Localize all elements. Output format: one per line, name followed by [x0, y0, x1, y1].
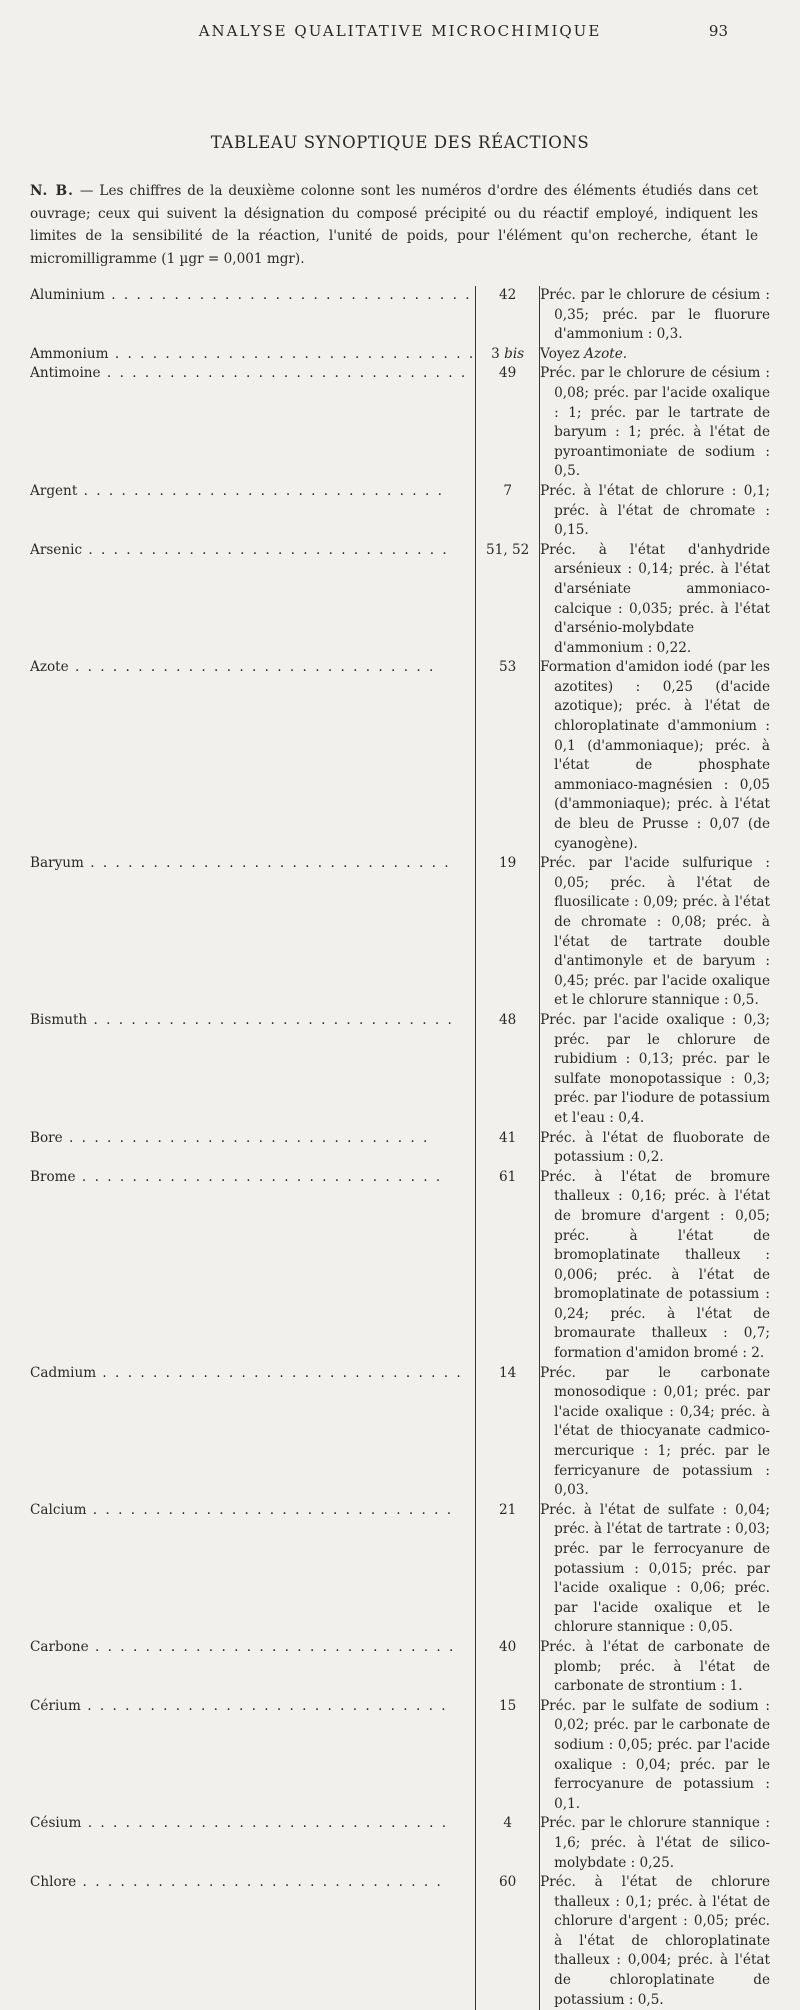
- note-text: — Les chiffres de la deuxième colonne sont les numéros d'ordre des éléments étudiés dans cet ouvrage; ceux qui suivent la désignation du composé précipité ou du réactif employé, indiquent les limites de la sensibilité de la réaction, l'unité de poids, pour l'élément qu'on recherche, étant le micromilligramme (1 µgr = 0,001 mgr).: [30, 183, 758, 267]
- element-name: Bore: [30, 1129, 63, 1146]
- leader-dots: [84, 855, 451, 871]
- reaction-cell: [540, 1501, 770, 1638]
- element-cell: [30, 345, 476, 365]
- element-cell: [30, 1814, 476, 1873]
- order-number: 51, 52: [476, 541, 540, 659]
- order-number: 21: [476, 1501, 540, 1638]
- cross-reference: Azote.: [584, 345, 628, 362]
- element-name: Cérium: [30, 1697, 81, 1714]
- reaction-cell: [540, 482, 770, 541]
- element-cell: [30, 1011, 476, 1129]
- element-name: Carbone: [30, 1638, 89, 1655]
- reaction-table-body: [30, 286, 770, 2010]
- element-name: Cadmium: [30, 1364, 97, 1381]
- order-number: 49: [476, 364, 540, 482]
- element-cell: [30, 482, 476, 541]
- table-row: [30, 1697, 770, 1815]
- reaction-cell: [540, 854, 770, 1011]
- running-header: [0, 22, 800, 50]
- order-number: 60: [476, 1873, 540, 2010]
- element-cell: [30, 1168, 476, 1364]
- order-number: 19: [476, 854, 540, 1011]
- element-cell: [30, 286, 476, 345]
- reaction-text: Préc. à l'état de sulfate : 0,04; préc. à l'état de tartrate : 0,03; préc. par le ferrocyanure de potassium : 0,015; préc. par l'acide oxalique : 0,06; préc. par l'acide oxalique et le chlorure stannique : 0,05.: [540, 1501, 770, 1636]
- order-number: 15: [476, 1697, 540, 1815]
- reaction-text: Préc. par le chlorure stannique : 1,6; préc. à l'état de silico-molybdate : 0,25.: [540, 1815, 770, 1871]
- reaction-cell: [540, 345, 770, 365]
- page-title: TABLEAU SYNOPTIQUE DES RÉACTIONS: [210, 133, 590, 152]
- reaction-text: Préc. par l'acide sulfurique : 0,05; préc. à l'état de fluosilicate : 0,09; préc. à l'état de chromate : 0,08; préc. à l'état de tartrate double d'antimonyle et de baryum : 0,45; préc. par l'acide oxalique et le chlorure stannique : 0,5.: [540, 855, 770, 1009]
- reaction-cell: [540, 1814, 770, 1873]
- reaction-text: Préc. par le chlorure de césium : 0,35; préc. par le fluorure d'ammonium : 0,3.: [540, 287, 770, 343]
- table-row: [30, 1364, 770, 1501]
- element-cell: [30, 1697, 476, 1815]
- reaction-text: Préc. par le sulfate de sodium : 0,02; préc. par le carbonate de sodium : 0,05; préc. par l'acide oxalique : 0,04; préc. par le ferrocyanure de potassium : 0,1.: [540, 1697, 770, 1812]
- note-paragraph: [30, 180, 758, 270]
- element-name: Arsenic: [30, 541, 83, 558]
- element-cell: [30, 1638, 476, 1697]
- element-name: Antimoine: [30, 365, 101, 382]
- element-name: Argent: [30, 482, 78, 499]
- running-title: ANALYSE QUALITATIVE MICROCHIMIQUE: [198, 22, 602, 40]
- leader-dots: [105, 287, 472, 303]
- leader-dots: [81, 1815, 448, 1831]
- order-number: 7: [476, 482, 540, 541]
- element-name: Césium: [30, 1815, 82, 1832]
- reaction-text: Préc. à l'état de fluoborate de potassium : 0,2.: [540, 1129, 770, 1166]
- table-row: [30, 1168, 770, 1364]
- table-row: [30, 345, 770, 365]
- reaction-cell: [540, 1638, 770, 1697]
- table-row: [30, 482, 770, 541]
- reaction-text: Préc. par le chlorure de césium : 0,08; préc. par l'acide oxalique : 1; préc. par le tartrate de baryum : 1; préc. à l'état de pyroantimoniate de sodium : 0,5.: [540, 365, 770, 480]
- table-row: [30, 1129, 770, 1168]
- reaction-text: Préc. à l'état d'anhydride arsénieux : 0,14; préc. à l'état d'arséniate ammoniaco-calcique : 0,035; préc. à l'état d'arsénio-molybdate d'ammonium : 0,22.: [540, 541, 770, 656]
- leader-dots: [96, 1365, 463, 1381]
- element-name: Ammonium: [30, 345, 109, 362]
- table-row: [30, 1501, 770, 1638]
- order-number: 41: [476, 1129, 540, 1168]
- element-cell: [30, 1364, 476, 1501]
- reaction-text: Voyez Azote.: [540, 345, 628, 362]
- element-name: Calcium: [30, 1501, 87, 1518]
- table-row: [30, 1638, 770, 1697]
- reaction-cell: [540, 658, 770, 854]
- leader-dots: [109, 346, 476, 362]
- table-row: [30, 1873, 770, 2010]
- element-cell: [30, 1129, 476, 1168]
- element-cell: [30, 541, 476, 659]
- order-number: 14: [476, 1364, 540, 1501]
- leader-dots: [82, 542, 449, 558]
- reaction-text: Préc. par le carbonate monosodique : 0,01; préc. par l'acide oxalique : 0,34; préc. à l'état de thiocyanate cadmico-mercurique : 1; préc. par le ferricyanure de potassium : 0,03.: [540, 1364, 770, 1499]
- element-name: Aluminium: [30, 287, 105, 303]
- element-cell: [30, 364, 476, 482]
- table-row: [30, 541, 770, 659]
- element-cell: [30, 1873, 476, 2010]
- reaction-table: [30, 286, 770, 2010]
- note-label: N. B.: [30, 183, 74, 199]
- leader-dots: [86, 1502, 453, 1518]
- reaction-text: Préc. par l'acide oxalique : 0,3; préc. par le chlorure de rubidium : 0,13; préc. par le sulfate monopotassique : 0,3; préc. par l'iodure de potassium et l'eau : 0,4.: [540, 1011, 770, 1126]
- leader-dots: [76, 1874, 443, 1890]
- table-row: [30, 854, 770, 1011]
- reaction-cell: [540, 1697, 770, 1815]
- reaction-text: Préc. à l'état de carbonate de plomb; préc. à l'état de carbonate de strontium : 1.: [540, 1638, 770, 1695]
- table-row: [30, 658, 770, 854]
- order-number: 3 bis: [476, 345, 540, 365]
- leader-dots: [63, 1130, 430, 1146]
- page-number: 93: [708, 22, 728, 40]
- reaction-cell: [540, 286, 770, 345]
- order-number: 48: [476, 1011, 540, 1129]
- order-number: 40: [476, 1638, 540, 1697]
- element-name: Chlore: [30, 1874, 77, 1891]
- order-number: 42: [476, 286, 540, 345]
- reaction-cell: [540, 1364, 770, 1501]
- order-number: 61: [476, 1168, 540, 1364]
- leader-dots: [87, 1012, 454, 1028]
- element-cell: [30, 658, 476, 854]
- bis-italic: bis: [504, 345, 525, 362]
- table-row: [30, 364, 770, 482]
- element-cell: [30, 854, 476, 1011]
- reaction-text: Préc. à l'état de chlorure thalleux : 0,1; préc. à l'état de chlorure d'argent : 0,05; préc. à l'état de chloroplatinate thalleux : 0,004; préc. à l'état de chloroplatinate de potassium : 0,5.: [540, 1874, 770, 2008]
- reaction-text: Formation d'amidon iodé (par les azotites) : 0,25 (d'acide azotique); préc. à l'état de chloroplatinate d'ammonium : 0,1 (d'ammoniaque); préc. à l'état de phosphate ammoniaco-magnésien : 0,05 (d'ammoniaque); préc. à l'état de bleu de Prusse : 0,07 (de cyanogène).: [540, 659, 770, 852]
- reaction-text: Préc. à l'état de chlorure : 0,1; préc. à l'état de chromate : 0,15.: [540, 482, 770, 539]
- table-row: [30, 1814, 770, 1873]
- leader-dots: [81, 1698, 448, 1714]
- reaction-cell: [540, 1011, 770, 1129]
- element-name: Baryum: [30, 855, 84, 872]
- reaction-cell: [540, 541, 770, 659]
- reaction-cell: [540, 364, 770, 482]
- element-name: Brome: [30, 1168, 76, 1185]
- table-row: [30, 1011, 770, 1129]
- order-number: 4: [476, 1814, 540, 1873]
- reaction-text: Préc. à l'état de bromure thalleux : 0,16; préc. à l'état de bromure d'argent : 0,05; préc. à l'état de bromoplatinate thalleux : 0,006; préc. à l'état de bromoplatinate de potassium : 0,24; préc. à l'état de bromaurate thalleux : 0,7; formation d'amidon bromé : 2.: [540, 1168, 770, 1362]
- leader-dots: [101, 365, 468, 381]
- leader-dots: [89, 1639, 456, 1655]
- table-row: [30, 286, 770, 345]
- leader-dots: [69, 659, 436, 675]
- order-number: 53: [476, 658, 540, 854]
- reaction-cell: [540, 1168, 770, 1364]
- element-name: Azote: [30, 659, 69, 676]
- element-cell: [30, 1501, 476, 1638]
- leader-dots: [77, 483, 444, 499]
- reaction-cell: [540, 1129, 770, 1168]
- leader-dots: [76, 1169, 443, 1185]
- element-name: Bismuth: [30, 1011, 88, 1028]
- reaction-cell: [540, 1873, 770, 2010]
